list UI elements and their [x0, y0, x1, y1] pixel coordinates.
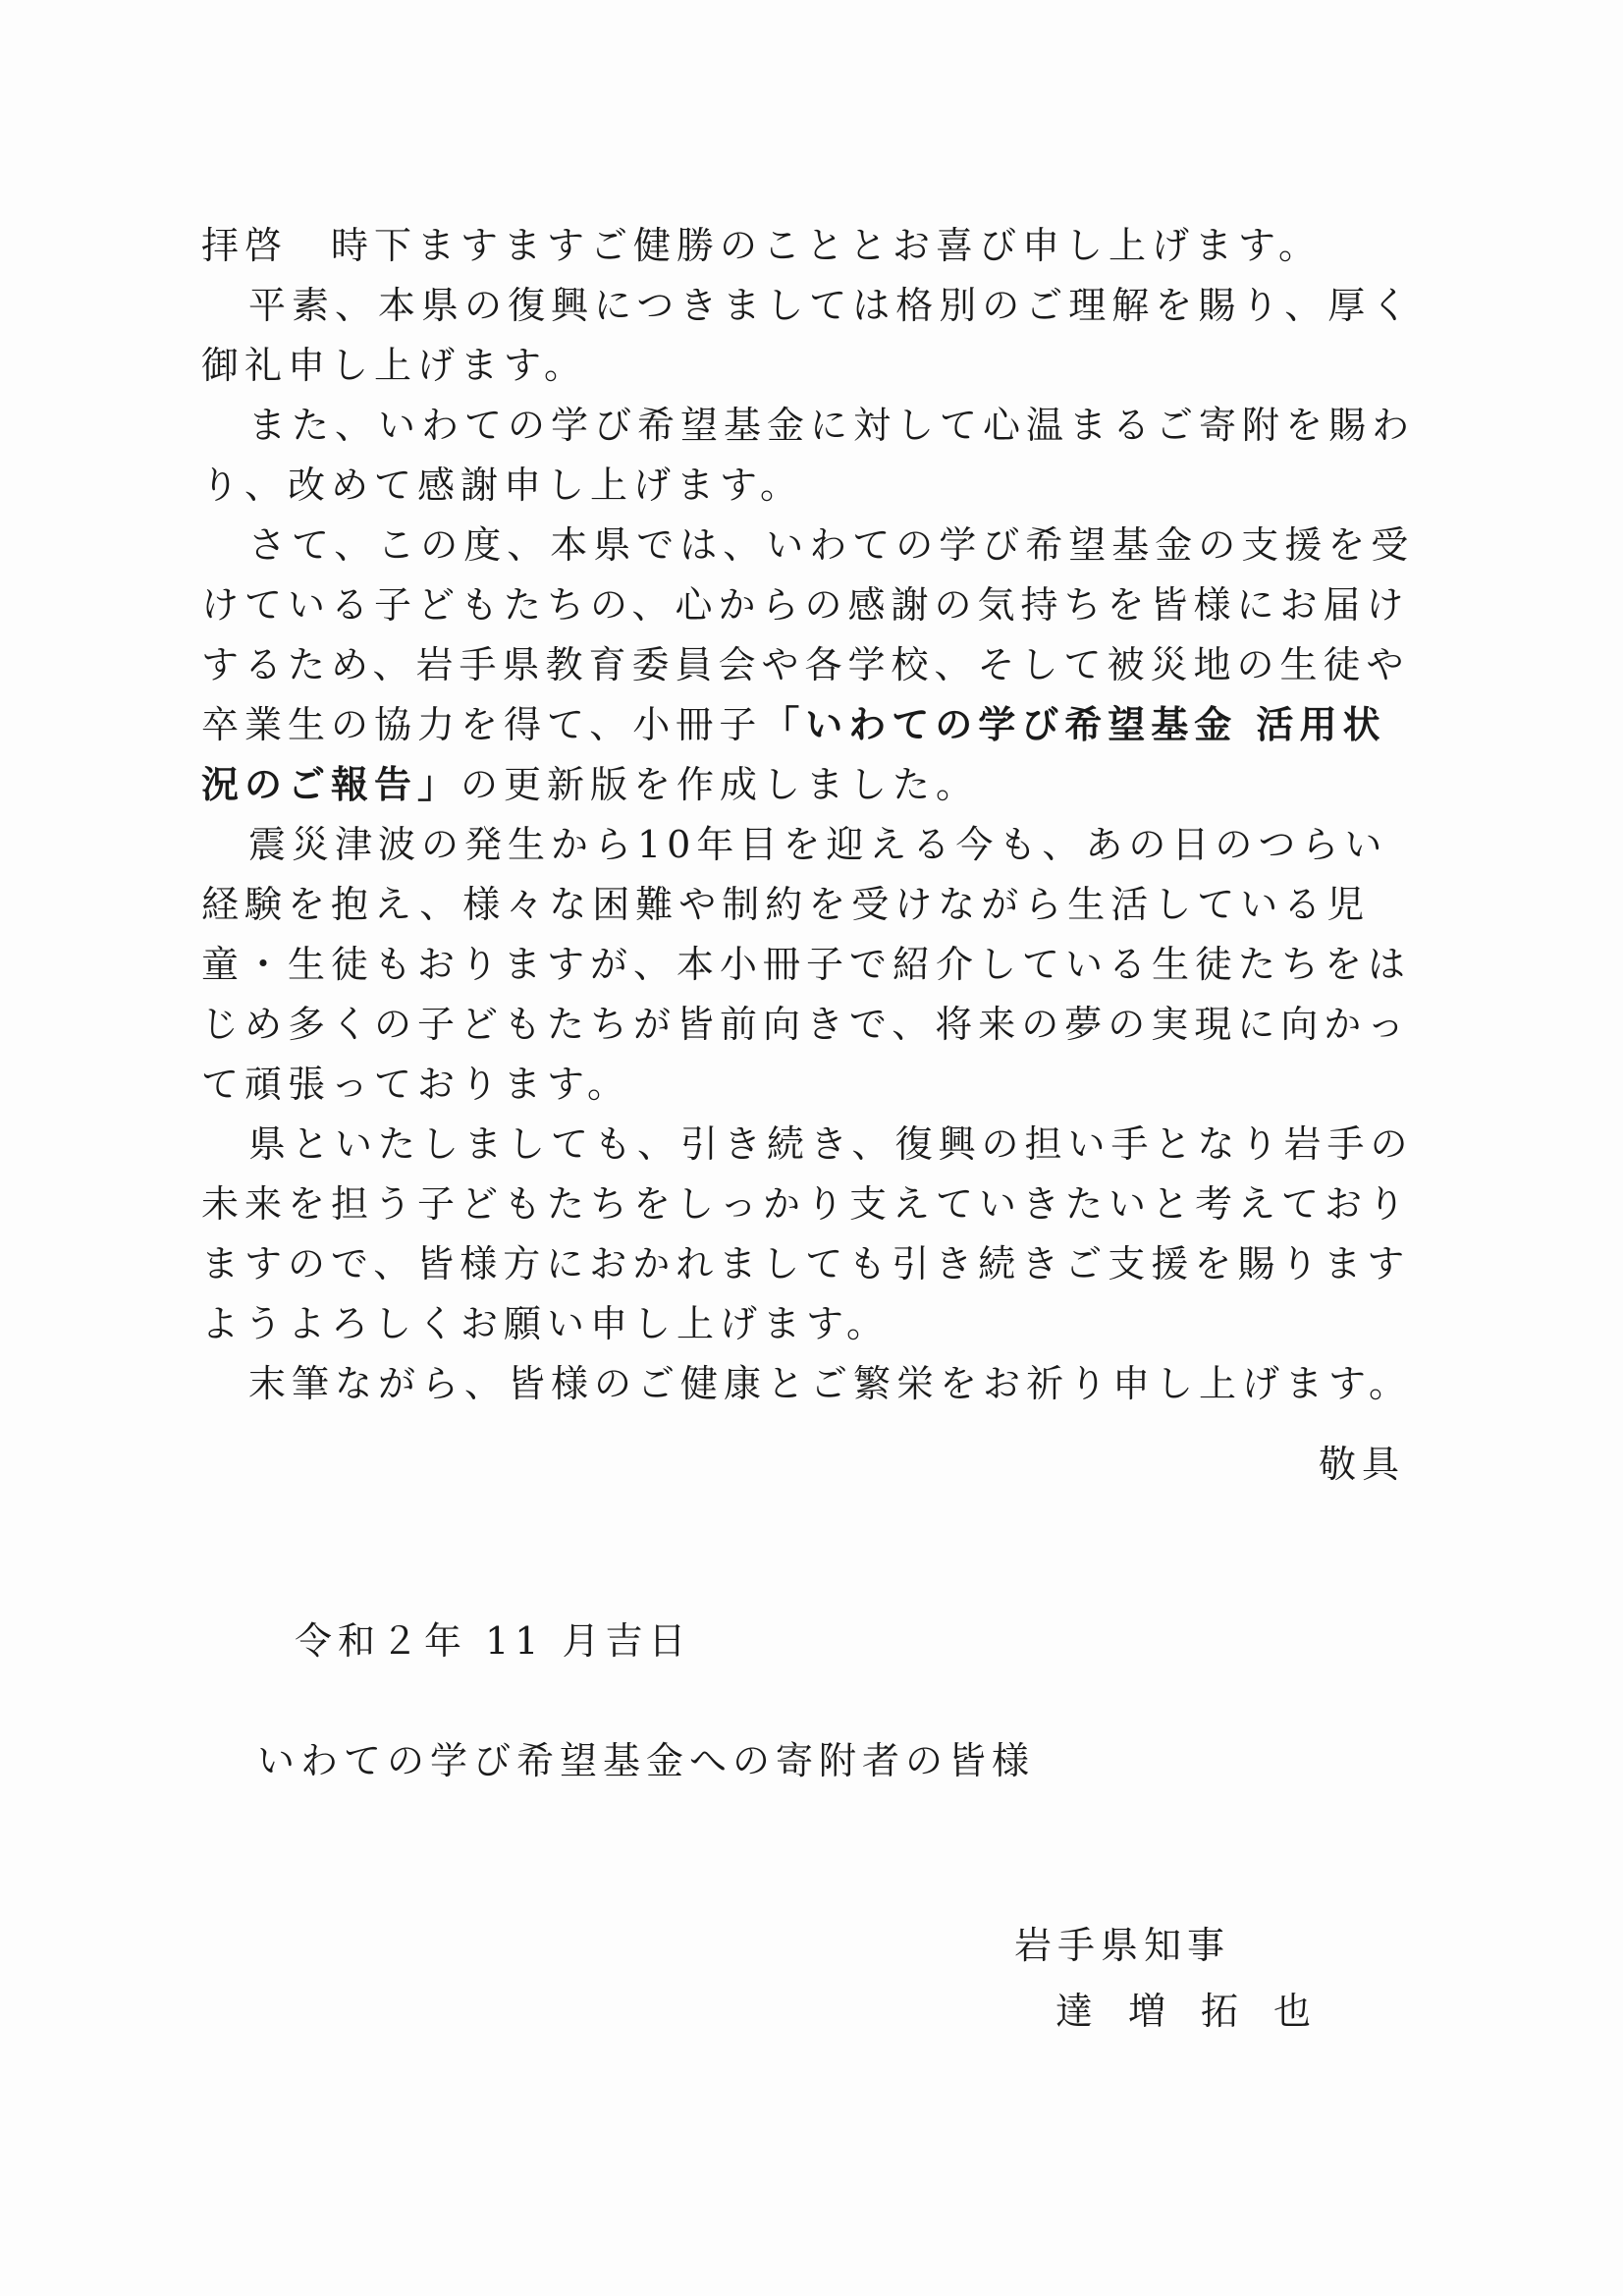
paragraph-request: 県といたしましても、引き続き、復興の担い手となり岩手の未来を担う子どもたちをしっかり支えていきたいと考えておりますので、皆様方におかれましても引き続きご支援を賜りますようよろしくお願い申し上げます。 — [201, 1122, 1414, 1345]
signer-title: 岩手県知事 — [1014, 1924, 1231, 1967]
paragraph-disaster: 震災津波の発生から10年目を迎える今も、あの日のつらい経験を抱え、様々な困難や制約を受けながら生活している児童・生徒もおりますが、本小冊子で紹介している生徒たちをはじめ多くの子どもたちが皆前向きで、将来の夢の実現に向かって頑張っております。 — [201, 823, 1412, 1106]
signer-name: 達増拓也 — [1055, 1990, 1347, 2033]
paragraph-gratitude-support: 平素、本県の復興につきましては格別のご理解を賜り、厚く御礼申し上げます。 — [201, 284, 1415, 387]
paragraph-booklet — [201, 516, 1419, 815]
greeting-paragraph: 拝啓 時下ますますご健勝のこととお喜び申し上げます。 — [201, 224, 1322, 267]
paragraph-final-wishes: 末筆ながら、皆様のご健康とご繁栄をお祈り申し上げます。 — [248, 1362, 1412, 1405]
paragraph-gratitude-donation: また、いわての学び希望基金に対して心温まるご寄附を賜わり、改めて感謝申し上げます。 — [201, 404, 1416, 507]
paragraph-booklet-text-a: さて、この度、本県では、いわての学び希望基金の支援を受けている子どもたちの、心からの感謝の気持ちを皆様にお届けするため、岩手県教育委員会や各学校、そして被災地の生徒や卒業生の協力を得て、小冊子 — [201, 523, 1415, 746]
letter-body — [201, 216, 1419, 1414]
paragraph-booklet-text-b: の更新版を作成しました。 — [460, 763, 980, 806]
closing-word: 敬具 — [1318, 1443, 1405, 1486]
letter-date: 令和２年 11 月吉日 — [295, 1619, 692, 1663]
booklet-title: 「いわての学び希望基金 活用状況のご報告」 — [201, 703, 1386, 806]
letter-recipient: いわての学び希望基金への寄附者の皆様 — [257, 1739, 1036, 1782]
